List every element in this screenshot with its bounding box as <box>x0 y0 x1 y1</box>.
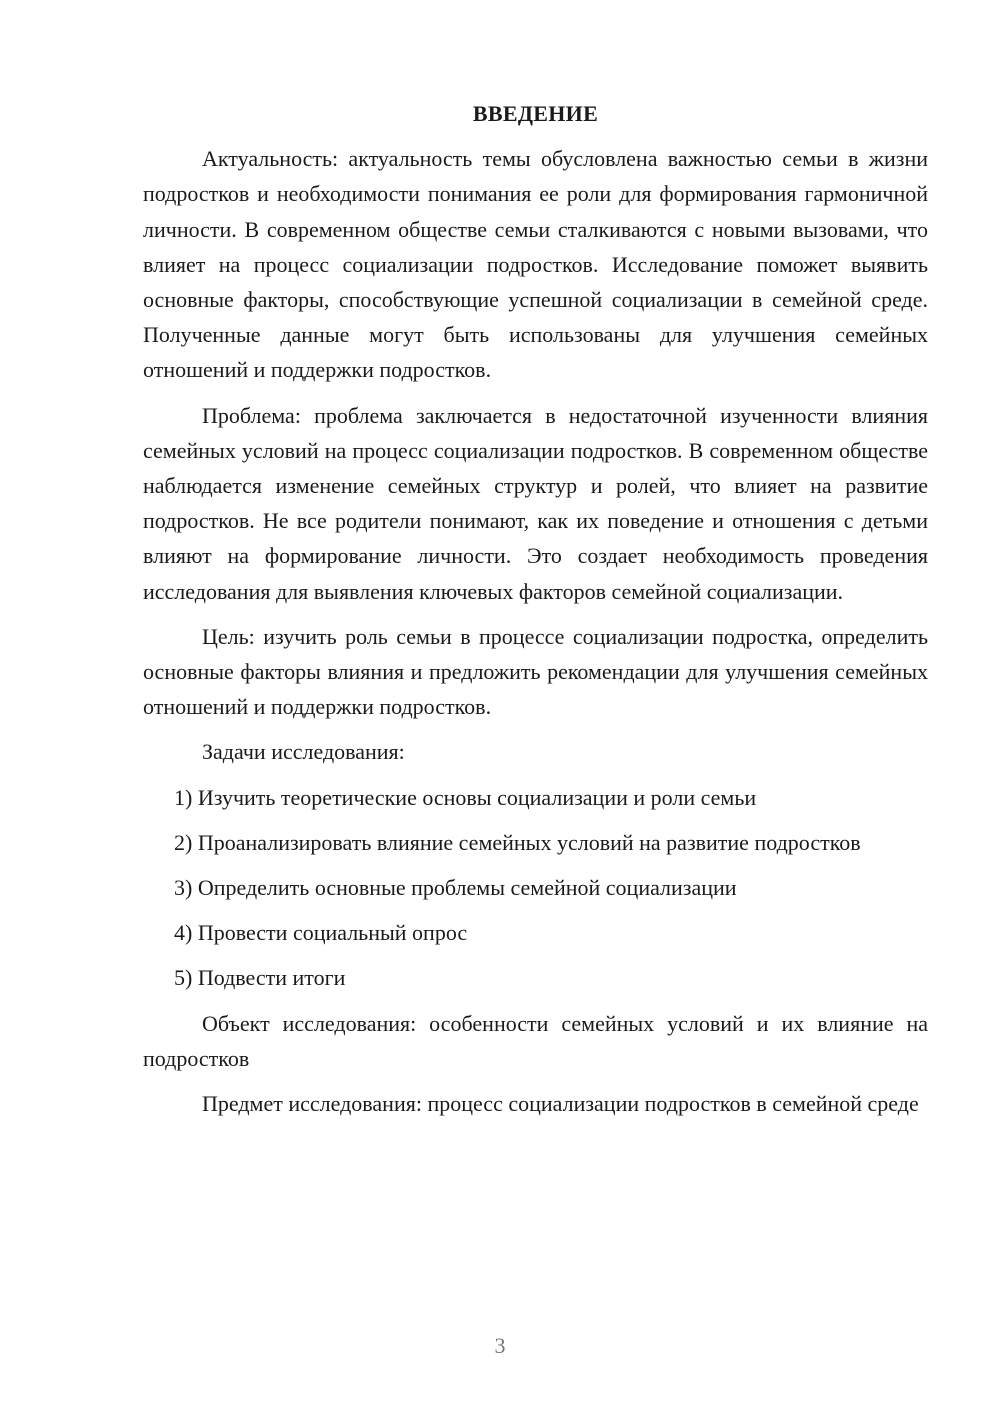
task-item-2: 2) Проанализировать влияние семейных условий на развитие подростков <box>174 829 861 855</box>
page-number: 3 <box>494 1333 506 1358</box>
task-item-4: 4) Провести социальный опрос <box>174 920 468 946</box>
task-item-5: 5) Подвести итоги <box>174 965 346 991</box>
object-paragraph: Объект исследования: особенности семейных условий и их влияние на подростков <box>143 1010 928 1071</box>
problem-paragraph: Проблема: проблема заключается в недостаточной изученности влияния семейных условий на процесс социализации подростков. В современном обществе наблюдается изменение семейных структур и ролей, что влияет на развитие подростков. Не все родители понимают, как их поведение и отношения с детьми влияют на формирование личности. Это создает необходимость проведения исследования для выявления ключевых факторов семейной социализации. <box>143 402 928 604</box>
tasks-heading: Задачи исследования: <box>202 739 405 765</box>
task-item-1: 1) Изучить теоретические основы социализации и роли семьи <box>174 784 757 810</box>
document-page <box>143 96 928 1131</box>
subject-paragraph: Предмет исследования: процесс социализации подростков в семейной среде <box>202 1091 919 1117</box>
goal-paragraph: Цель: изучить роль семьи в процессе социализации подростка, определить основные факторы влияния и предложить рекомендации для улучшения семейных отношений и поддержки подростков. <box>143 623 928 720</box>
section-title: ВВЕДЕНИЕ <box>472 101 599 126</box>
task-item-3: 3) Определить основные проблемы семейной социализации <box>174 875 737 901</box>
relevance-paragraph: Актуальность: актуальность темы обусловлена важностью семьи в жизни подростков и необходимости понимания ее роли для формирования гармоничной личности. В современном обществе семьи сталкиваются с новыми вызовами, что влияет на процесс социализации подростков. Исследование поможет выявить основные факторы, способствующие успешной социализации в семейной среде. Полученные данные могут быть использованы для улучшения семейных отношений и поддержки подростков. <box>143 146 928 383</box>
